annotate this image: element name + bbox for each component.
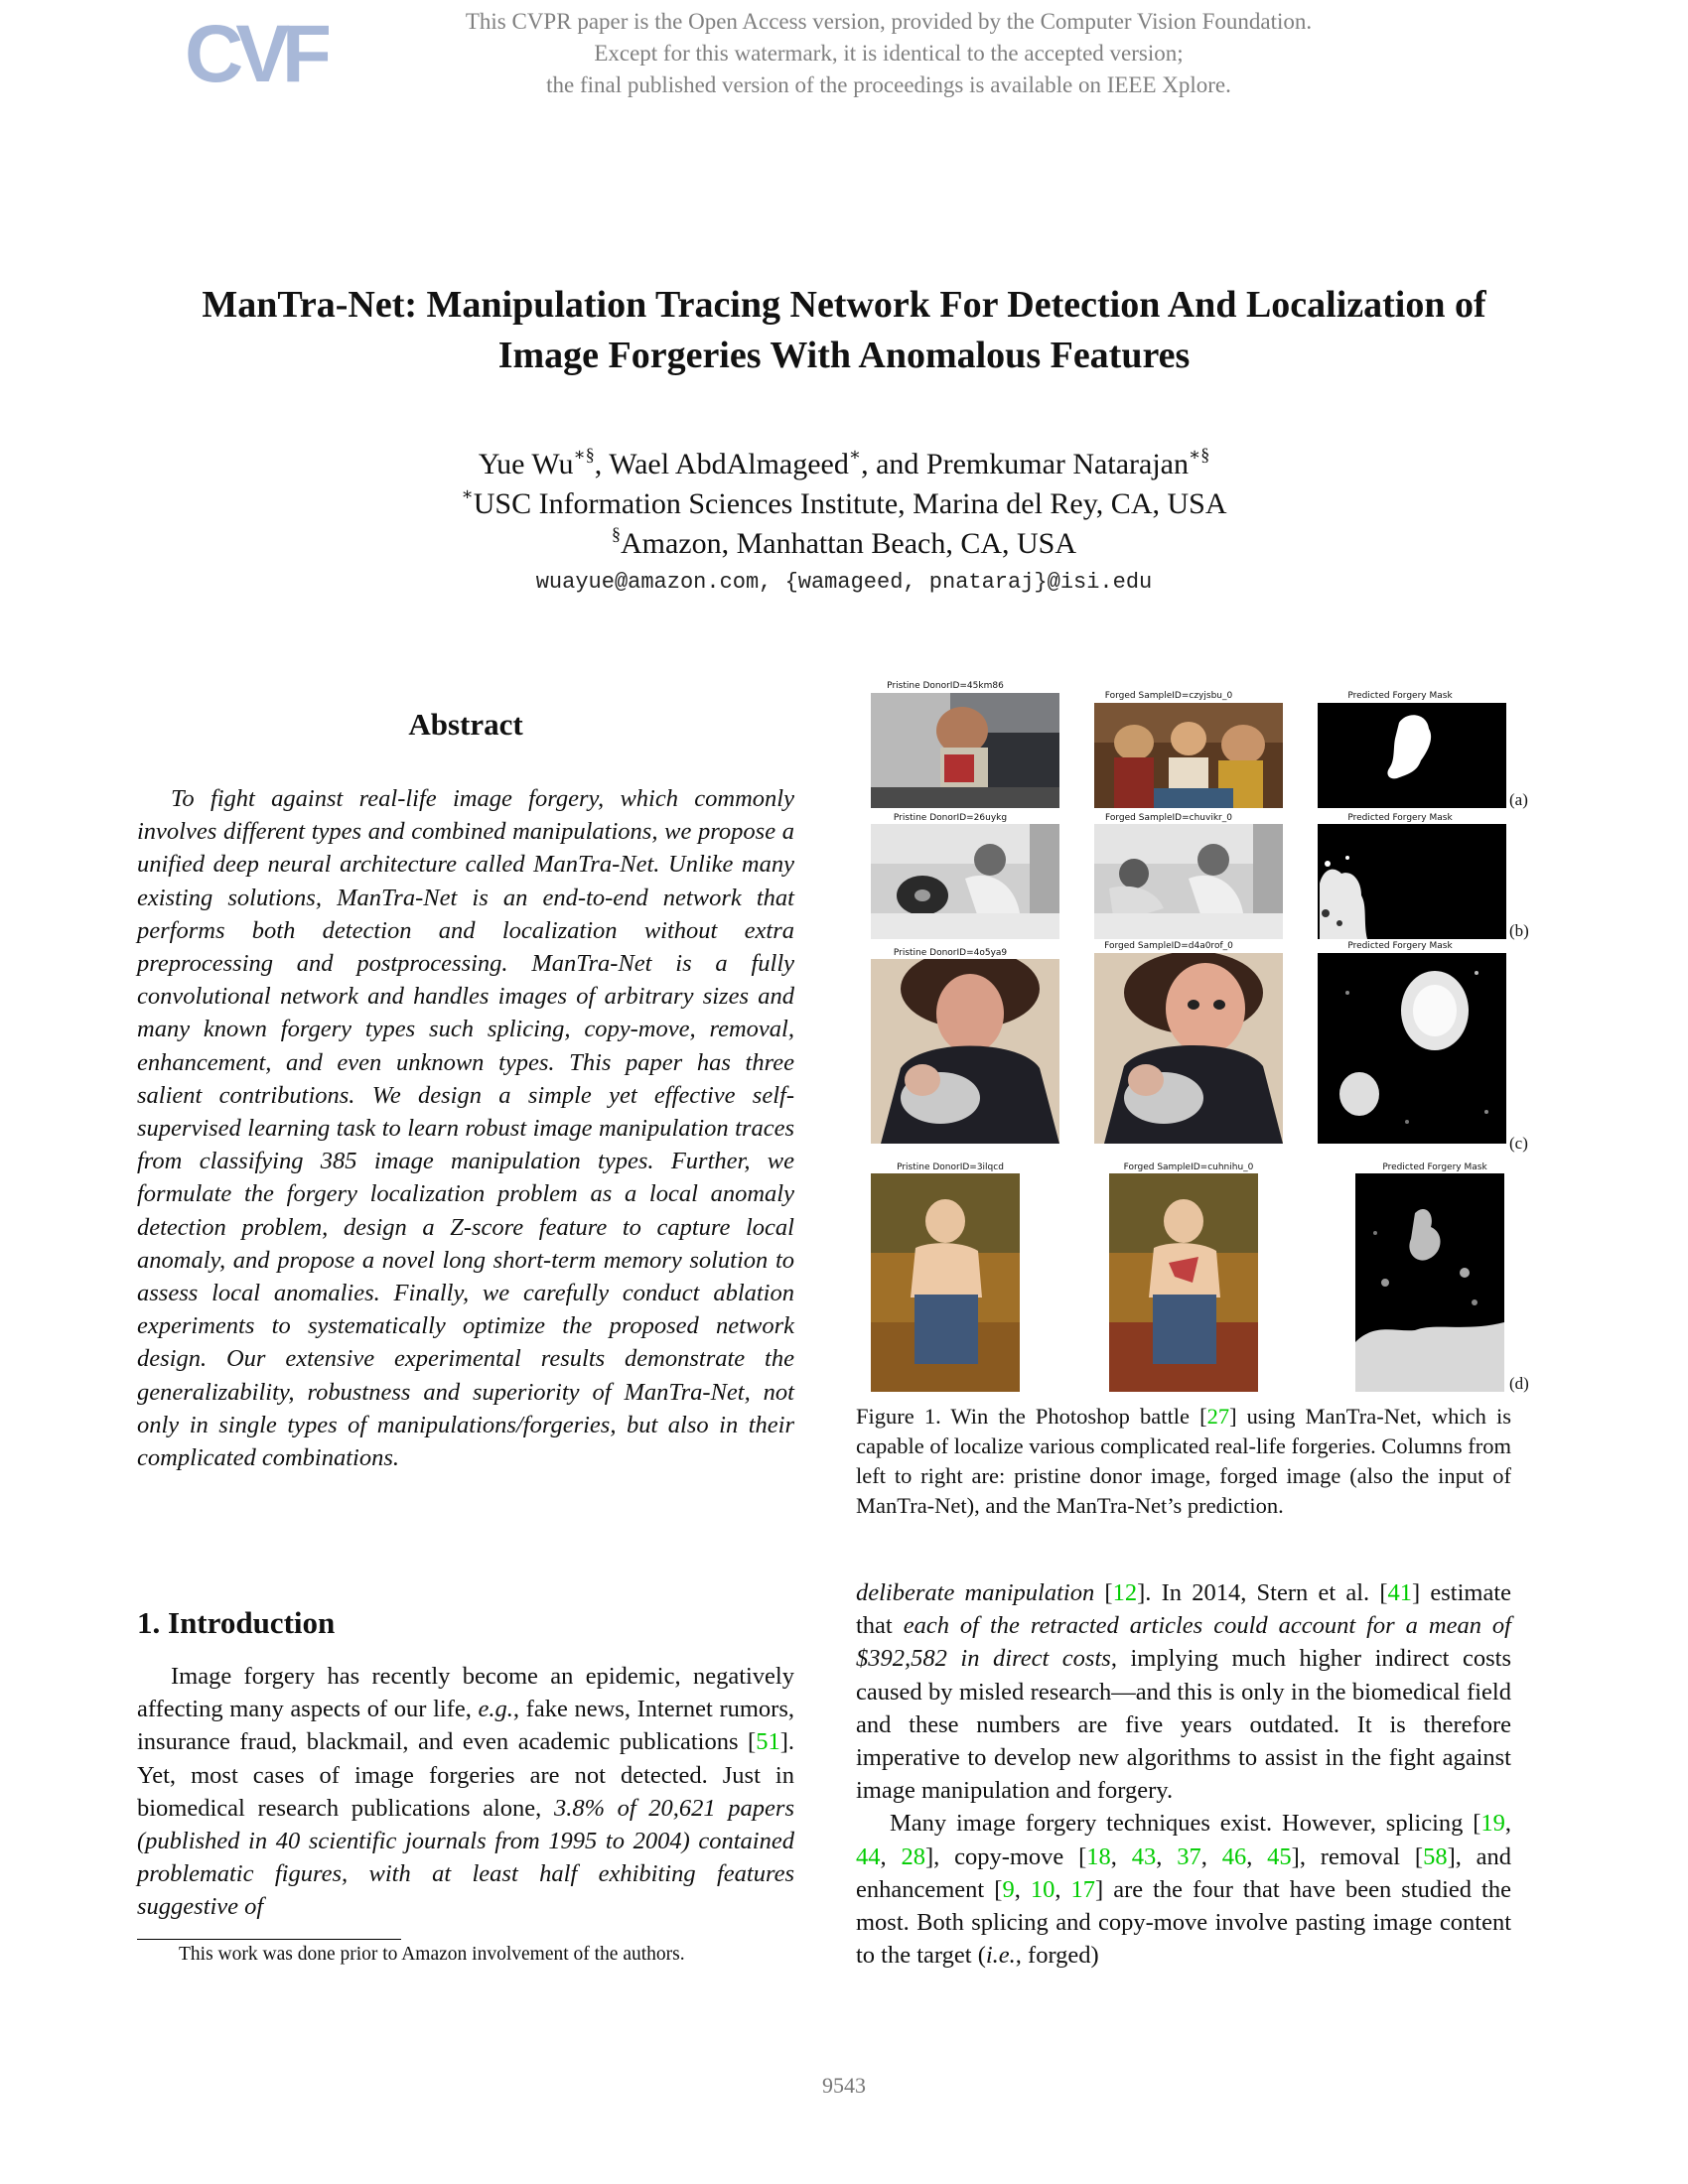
- photo-forged-a: [1094, 703, 1283, 808]
- text-run: ], removal [: [1291, 1843, 1424, 1870]
- image-mask-c: [1318, 953, 1506, 1144]
- image-forged-c: [1094, 953, 1283, 1144]
- figure-label-mask: Predicted Forgery Mask: [1382, 1162, 1487, 1172]
- affil-mark: §: [611, 523, 621, 544]
- figure-label-forged: Forged SampleID=cuhnihu_0: [1123, 1162, 1254, 1172]
- open-access-watermark: [298, 6, 1479, 101]
- author-list: [99, 445, 1589, 484]
- affil-mark: ∗§: [1188, 444, 1210, 465]
- panel-tag-b: (b): [1509, 921, 1529, 940]
- text-run: e.g.: [478, 1696, 513, 1723]
- text-run: ,: [1200, 1843, 1222, 1870]
- text-run: 3.8% of 20,621 papers (published in 40 scientific journals from 1995 to 2004) contained problematic figures, with at least half exhibiting features suggestive of: [137, 1794, 794, 1921]
- citation-link[interactable]: 37: [1177, 1843, 1201, 1870]
- author-emails: wuayue@amazon.com, {wamageed, pnataraj}@isi.edu: [535, 570, 1153, 595]
- text-run: ,: [1156, 1843, 1178, 1870]
- panel-tag-c: (c): [1509, 1134, 1528, 1153]
- image-donor-a: [871, 693, 1059, 808]
- photo-forged-c: [1094, 953, 1283, 1144]
- text-run: ] using ManTra-Net, which is capable of localize various complicated real-life forgeries. Columns from left to right are: pristine donor image, forged image (also the input of ManTra-Net), and the ManTra-Net’s prediction.: [856, 1404, 1511, 1518]
- citation-link[interactable]: 17: [1070, 1875, 1095, 1903]
- citation-link[interactable]: 41: [1387, 1579, 1413, 1606]
- image-forged-b: [1094, 824, 1283, 939]
- citation-link[interactable]: 58: [1423, 1843, 1448, 1870]
- citation-link[interactable]: 9: [1002, 1875, 1015, 1903]
- citation-link[interactable]: 10: [1030, 1875, 1055, 1903]
- text-run: Many image forgery techniques exist. However, splicing [: [890, 1810, 1481, 1838]
- text-run: Figure 1. Win the Photoshop battle [: [856, 1404, 1207, 1429]
- citation-link[interactable]: 45: [1267, 1843, 1292, 1870]
- intro-paragraph-1-continued: [856, 1576, 1511, 1807]
- image-mask-a: [1318, 703, 1506, 808]
- figure-label-mask: Predicted Forgery Mask: [1347, 691, 1453, 701]
- text-run: , forged): [1015, 1942, 1099, 1970]
- image-donor-b: [871, 824, 1059, 939]
- affil-mark: ∗§: [573, 444, 595, 465]
- author-name: , and Premkumar Natarajan: [861, 448, 1189, 480]
- author-name: Yue Wu: [478, 448, 574, 480]
- title-line: Image Forgeries With Anomalous Features: [497, 335, 1191, 376]
- image-donor-c: [871, 959, 1059, 1144]
- affiliation-usc: [99, 484, 1589, 524]
- citation-link[interactable]: 46: [1221, 1843, 1247, 1870]
- affiliation-text: Amazon, Manhattan Beach, CA, USA: [620, 527, 1077, 560]
- text-run: deliberate manipulation: [856, 1579, 1095, 1606]
- citation-link[interactable]: 51: [756, 1728, 780, 1756]
- citation-link[interactable]: 43: [1131, 1843, 1157, 1870]
- text-run: ,: [1055, 1875, 1071, 1903]
- figure-label-forged: Forged SampleID=czyjsbu_0: [1104, 691, 1233, 701]
- mask-d: [1355, 1173, 1504, 1392]
- image-forged-d: [1109, 1173, 1258, 1392]
- title-line: ManTra-Net: Manipulation Tracing Network For Detection And Localization of: [202, 284, 1486, 326]
- text-run: ,: [1014, 1875, 1031, 1903]
- section-heading-introduction: 1. Introduction: [137, 1605, 336, 1640]
- figure-1: [856, 679, 1531, 1394]
- abstract-heading: Abstract: [408, 707, 523, 742]
- figure-label-mask: Predicted Forgery Mask: [1347, 941, 1453, 951]
- mask-b: [1318, 824, 1506, 939]
- text-run: [: [1094, 1579, 1113, 1606]
- citation-link[interactable]: 44: [856, 1843, 881, 1870]
- intro-paragraph-1: [137, 1660, 794, 1924]
- figure-label-forged: Forged SampleID=chuvikr_0: [1105, 813, 1232, 823]
- mask-c: [1318, 953, 1506, 1144]
- citation-link[interactable]: 27: [1206, 1404, 1230, 1429]
- figure-label-donor: Pristine DonorID=4o5ya9: [893, 948, 1008, 958]
- panel-tag-a: (a): [1509, 790, 1528, 809]
- photo-donor-b: [871, 824, 1059, 939]
- text-run: Image forgery has recently become an epidemic, negatively affecting many aspects of our life,: [137, 1663, 794, 1723]
- mask-a: [1318, 703, 1506, 808]
- text-run: i.e.: [985, 1942, 1016, 1970]
- figure-1-caption: [856, 1402, 1511, 1521]
- cvf-logo: [185, 9, 324, 99]
- watermark-line: This CVPR paper is the Open Access version, provided by the Computer Vision Foundation.: [465, 9, 1313, 34]
- affiliation-amazon: [99, 524, 1589, 564]
- text-run: ,: [1110, 1843, 1132, 1870]
- abstract-text: To fight against real-life image forgery, which commonly involves different types and combined manipulations, we propose a unified deep neural architecture called ManTra-Net. Unlike many existing solutions, ManTra-Net is an end-to-end network that performs both detection and localization without extra preprocessing and postprocessing. ManTra-Net is a fully convolutional network and handles images of arbitrary sizes and many known forgery types such splicing, copy-move, removal, enhancement, and even unknown types. This paper has three salient contributions. We design a simple yet effective self-supervised learning task to learn robust image manipulation traces from classifying 385 image manipulation types. Further, we formulate the forgery localization problem as a local anomaly detection problem, design a Z-score feature to capture local anomaly, and propose a novel long short-term memory solution to assess local anomalies. Finally, we carefully conduct ablation experiments to systematically optimize the proposed network design. Our extensive experimental results demonstrate the generalizability, robustness and superiority of ManTra-Net, not only in single types of manipulations/forgeries, but also in their complicated combinations.: [137, 785, 794, 1472]
- watermark-line: the final published version of the proceedings is available on IEEE Xplore.: [546, 72, 1231, 97]
- text-run: ], copy-move [: [924, 1843, 1087, 1870]
- photo-donor-a: [871, 693, 1059, 808]
- image-forged-a: [1094, 703, 1283, 808]
- paper-title: [99, 280, 1589, 381]
- photo-forged-d: [1109, 1173, 1258, 1392]
- affil-mark: ∗: [461, 483, 474, 504]
- photo-forged-b: [1094, 824, 1283, 939]
- text-run: ], and enhancement [: [856, 1843, 1512, 1903]
- figure-label-forged: Forged SampleID=d4a0rof_0: [1104, 941, 1233, 951]
- text-run: ,: [1504, 1810, 1511, 1838]
- figure-label-donor: Pristine DonorID=3ilqcd: [897, 1162, 1004, 1172]
- photo-donor-d: [871, 1173, 1020, 1392]
- text-run: ] are the four that have been studied the most. Both splicing and copy-move involve pasting image content to the target (: [856, 1875, 1511, 1970]
- figure-label-mask: Predicted Forgery Mask: [1347, 813, 1453, 823]
- photo-donor-c: [871, 959, 1059, 1144]
- text-run: ,: [880, 1843, 902, 1870]
- watermark-line: Except for this watermark, it is identical to the accepted version;: [594, 41, 1184, 66]
- image-mask-d: [1355, 1173, 1504, 1392]
- text-run: ,: [1246, 1843, 1268, 1870]
- affil-mark: ∗: [848, 444, 862, 465]
- author-block: [99, 445, 1589, 564]
- figure-label-donor: Pristine DonorID=26uykg: [893, 813, 1008, 823]
- page-number: 9543: [822, 2073, 866, 2098]
- citation-link[interactable]: 19: [1480, 1810, 1505, 1838]
- text-run: ]. In 2014, Stern et al. [: [1137, 1579, 1388, 1606]
- affiliation-text: USC Information Sciences Institute, Marina del Rey, CA, USA: [473, 487, 1227, 520]
- citation-link[interactable]: 12: [1112, 1579, 1138, 1606]
- text-run: ] estimate that: [856, 1579, 1512, 1640]
- text-run: each of the retracted articles could account for a mean of $392,582 in direct costs: [856, 1612, 1511, 1673]
- text-run: , fake news, Internet rumors, insurance fraud, blackmail, and even academic publications [: [137, 1696, 794, 1756]
- author-name: , Wael AbdAlmageed: [594, 448, 849, 480]
- citation-link[interactable]: 18: [1086, 1843, 1111, 1870]
- intro-text: [137, 1660, 794, 1924]
- intro-paragraph-2: [856, 1807, 1511, 1972]
- cvf-logo-text: CVF: [185, 9, 324, 99]
- footnote: This work was done prior to Amazon involvement of the authors.: [179, 1944, 685, 1965]
- image-donor-d: [871, 1173, 1020, 1392]
- figure-label-donor: Pristine DonorID=45km86: [887, 681, 1004, 691]
- text-run: , implying much higher indirect costs caused by misled research—and this is only in the biomedical field and these numbers are five years outdated. It is therefore imperative to develop new algorithms to assist in the fight against image manipulation and forgery.: [856, 1645, 1511, 1805]
- image-mask-b: [1318, 824, 1506, 939]
- citation-link[interactable]: 28: [901, 1843, 925, 1870]
- intro-right-column: [856, 1576, 1511, 1972]
- text-run: ]. Yet, most cases of image forgeries are not detected. Just in biomedical research publications alone,: [137, 1728, 794, 1822]
- footnote-rule: [137, 1939, 401, 1940]
- abstract-body: [137, 782, 794, 1474]
- panel-tag-d: (d): [1509, 1374, 1529, 1393]
